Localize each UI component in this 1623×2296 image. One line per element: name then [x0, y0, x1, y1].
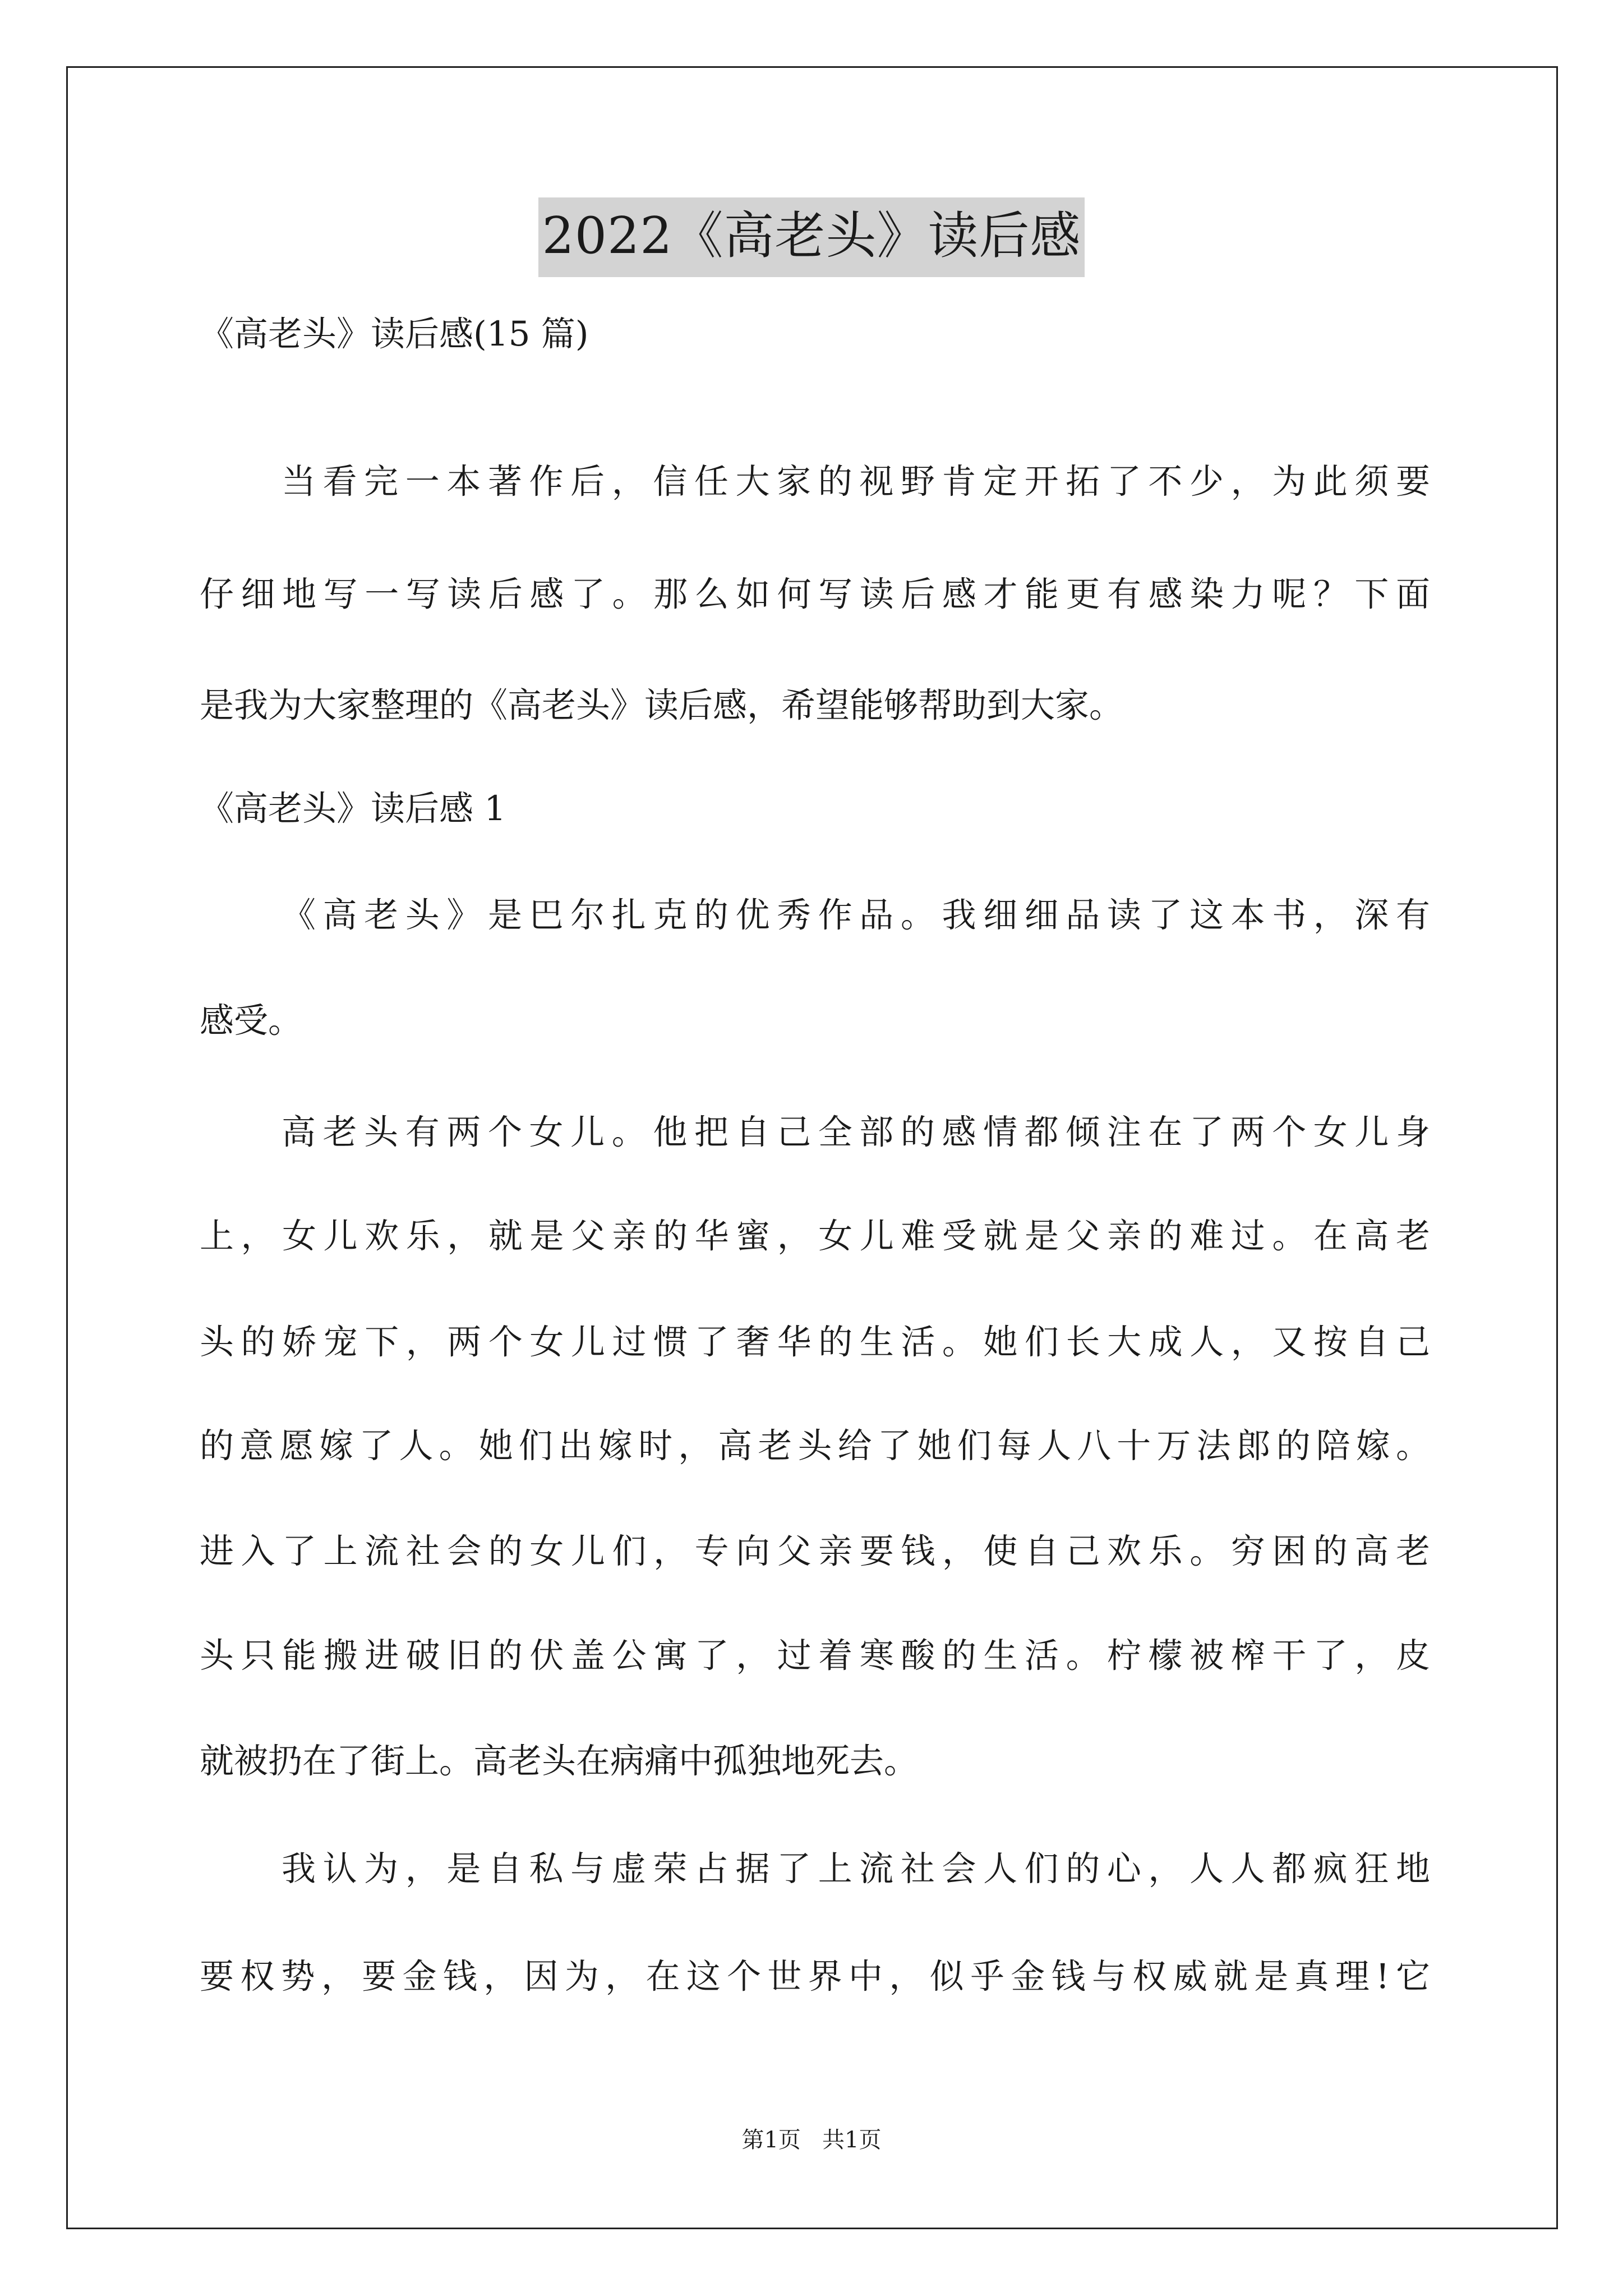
- para3-line: 我认为，是自私与虚荣占据了上流社会人们的心，人人都疯狂地: [282, 1849, 1430, 1889]
- para1-line: 《高老头》是巴尔扎克的优秀作品。我细细品读了这本书，深有: [282, 895, 1430, 935]
- intro-line: 仔细地写一写读后感了。那么如何写读后感才能更有感染力呢？下面: [200, 574, 1430, 614]
- para1-line: 感受。: [200, 1001, 303, 1041]
- para2-line: 头只能搬进破旧的伏盖公寓了，过着寒酸的生活。柠檬被榨干了，皮: [200, 1636, 1430, 1676]
- section-heading: 《高老头》读后感 1: [200, 789, 506, 829]
- para2-line: 头的娇宠下，两个女儿过惯了奢华的生活。她们长大成人，又按自己: [200, 1322, 1430, 1362]
- intro-line: 是我为大家整理的《高老头》读后感，希望能够帮助到大家。: [200, 685, 1124, 725]
- intro-line: 当看完一本著作后，信任大家的视野肯定开拓了不少，为此须要: [282, 462, 1430, 501]
- para2-line: 上，女儿欢乐，就是父亲的华蜜，女儿难受就是父亲的难过。在高老: [200, 1216, 1430, 1256]
- document-title: 2022《高老头》读后感: [538, 197, 1084, 277]
- para2-line: 的意愿嫁了人。她们出嫁时，高老头给了她们每人八十万法郎的陪嫁。: [200, 1426, 1430, 1466]
- page-footer: 第1页 共1页: [741, 2127, 882, 2153]
- para2-line: 高老头有两个女儿。他把自己全部的感情都倾注在了两个女儿身: [282, 1112, 1430, 1152]
- document-subtitle: 《高老头》读后感(15 篇): [200, 314, 589, 354]
- para2-line: 进入了上流社会的女儿们，专向父亲要钱，使自己欢乐。穷困的高老: [200, 1531, 1430, 1571]
- title-container: [0, 197, 1623, 277]
- para3-line: 要权势，要金钱，因为，在这个世界中，似乎金钱与权威就是真理!它: [200, 1957, 1430, 1996]
- para2-line: 就被扔在了街上。高老头在病痛中孤独地死去。: [200, 1741, 919, 1781]
